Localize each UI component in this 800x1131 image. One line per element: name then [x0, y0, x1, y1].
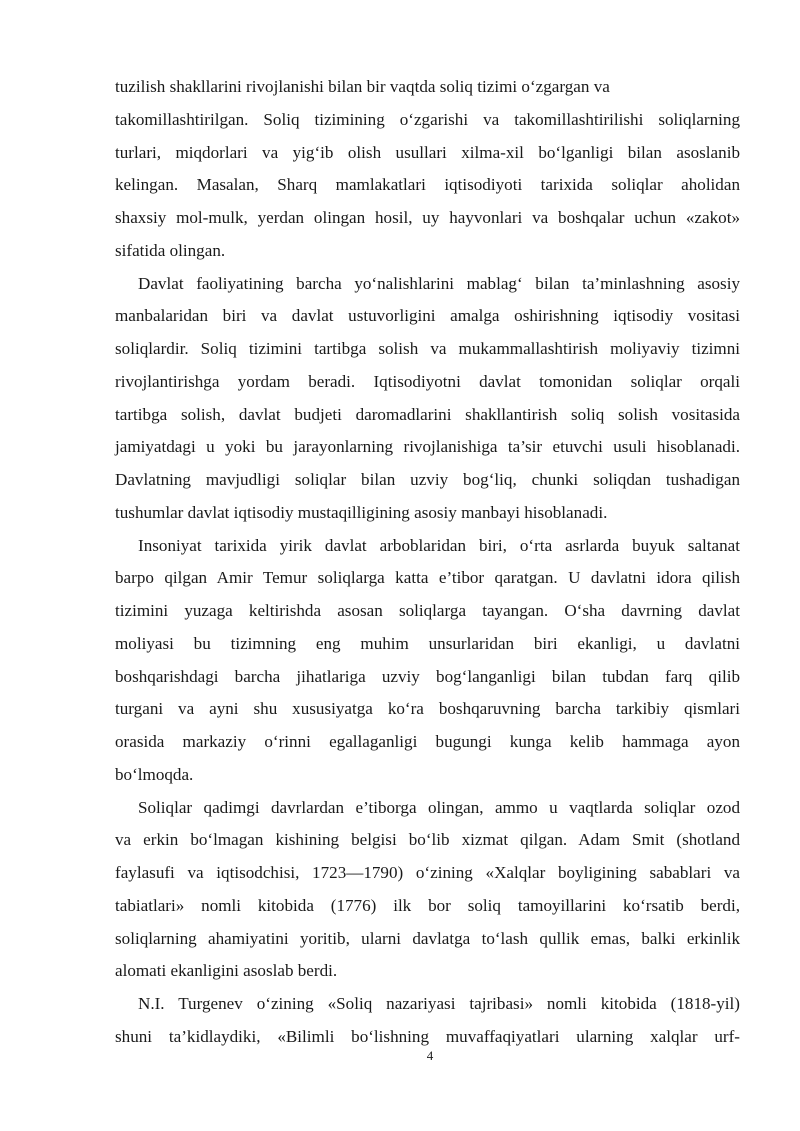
- text-line: jamiyatdagi u yoki bu jarayonlarning rivojlanishiga ta’sir etuvchi usuli hisoblanadi.: [115, 437, 740, 457]
- text-line: tizimini yuzaga keltirishda asosan soliqlarga tayangan. O‘sha davrning davlat: [115, 601, 740, 620]
- text-line: tuzilish shakllarini rivojlanishi bilan bir vaqtda soliq tizimi o‘zgargan va: [115, 77, 610, 96]
- text-line: rivojlantirishga yordam beradi. Iqtisodiyotni davlat tomonidan soliqlar orqali: [115, 371, 740, 391]
- text-line: shaxsiy mol-mulk, yerdan olingan hosil, uy hayvonlari va boshqalar uchun «zakot»: [115, 208, 740, 227]
- page-number: 4: [426, 1048, 434, 1063]
- text-line: Davlat faoliyatining barcha yo‘nalishlarini mablag‘ bilan ta’minlashning asosiy: [138, 273, 740, 293]
- body-text: [115, 71, 740, 1054]
- text-line: soliqlardir. Soliq tizimini tartibga solish va mukammallashtirish moliyaviy tizimni: [115, 339, 740, 358]
- text-line: soliqlarning ahamiyatini yoritib, ularni davlatga to‘lash qullik emas, balki erkinlik: [115, 928, 740, 948]
- text-line: sifatida olingan.: [115, 240, 226, 260]
- text-line: kelingan. Masalan, Sharq mamlakatlari iqtisodiyoti tarixida soliqlar aholidan: [115, 175, 740, 195]
- text-line: turlari, miqdorlari va yig‘ib olish usullari xilma-xil bo‘lganligi bilan asoslanib: [115, 142, 740, 162]
- text-line: boshqarishdagi barcha jihatlariga uzviy bog‘langanligi bilan tubdan farq qilib: [115, 666, 740, 686]
- text-line: tabiatlari» nomli kitobida (1776) ilk bor soliq tamoyillarini ko‘rsatib berdi,: [115, 895, 740, 915]
- text-line: bo‘lmoqda.: [115, 764, 194, 784]
- text-line: moliyasi bu tizimning eng muhim unsurlaridan biri ekanligi, u davlatni: [115, 633, 740, 653]
- text-line: manbalaridan biri va davlat ustuvorligini amalga oshirishning iqtisodiy vositasi: [115, 306, 740, 326]
- text-line: Soliqlar qadimgi davrlardan e’tiborga olingan, ammo u vaqtlarda soliqlar ozod: [138, 797, 740, 817]
- text-line: tushumlar davlat iqtisodiy mustaqilligining asosiy manbayi hisoblanadi.: [115, 502, 608, 522]
- text-line: faylasufi va iqtisodchisi, 1723—1790) o‘zining «Xalqlar boyligining sabablari va: [115, 863, 740, 882]
- text-line: tartibga solish, davlat budjeti daromadlarini shakllantirish soliq solish vositasida: [115, 404, 740, 424]
- text-line: Insoniyat tarixida yirik davlat arboblaridan biri, o‘rta asrlarda buyuk saltanat: [138, 535, 740, 555]
- text-line: alomati ekanligini asoslab berdi.: [115, 961, 338, 981]
- text-line: barpo qilgan Amir Temur soliqlarga katta e’tibor qaratgan. U davlatni idora qilish: [115, 568, 740, 588]
- text-line: turgani va ayni shu xususiyatga ko‘ra boshqaruvning barcha tarkibiy qismlari: [115, 699, 740, 719]
- text-line: shuni ta’kidlaydiki, «Bilimli bo‘lishning muvaffaqiyatlari ularning xalqlar urf-: [115, 1026, 740, 1046]
- text-line: takomillashtirilgan. Soliq tizimining o‘zgarishi va takomillashtirilishi soliqlarning: [115, 109, 740, 129]
- text-line: N.I. Turgenev o‘zining «Soliq nazariyasi tajribasi» nomli kitobida (1818-yil): [138, 994, 740, 1013]
- text-line: va erkin bo‘lmagan kishining belgisi bo‘lib xizmat qilgan. Adam Smit (shotland: [115, 830, 740, 850]
- text-line: Davlatning mavjudligi soliqlar bilan uzviy bog‘liq, chunki soliqdan tushadigan: [115, 470, 740, 489]
- text-line: orasida markaziy o‘rinni egallaganligi bugungi kunga kelib hammaga ayon: [115, 732, 740, 751]
